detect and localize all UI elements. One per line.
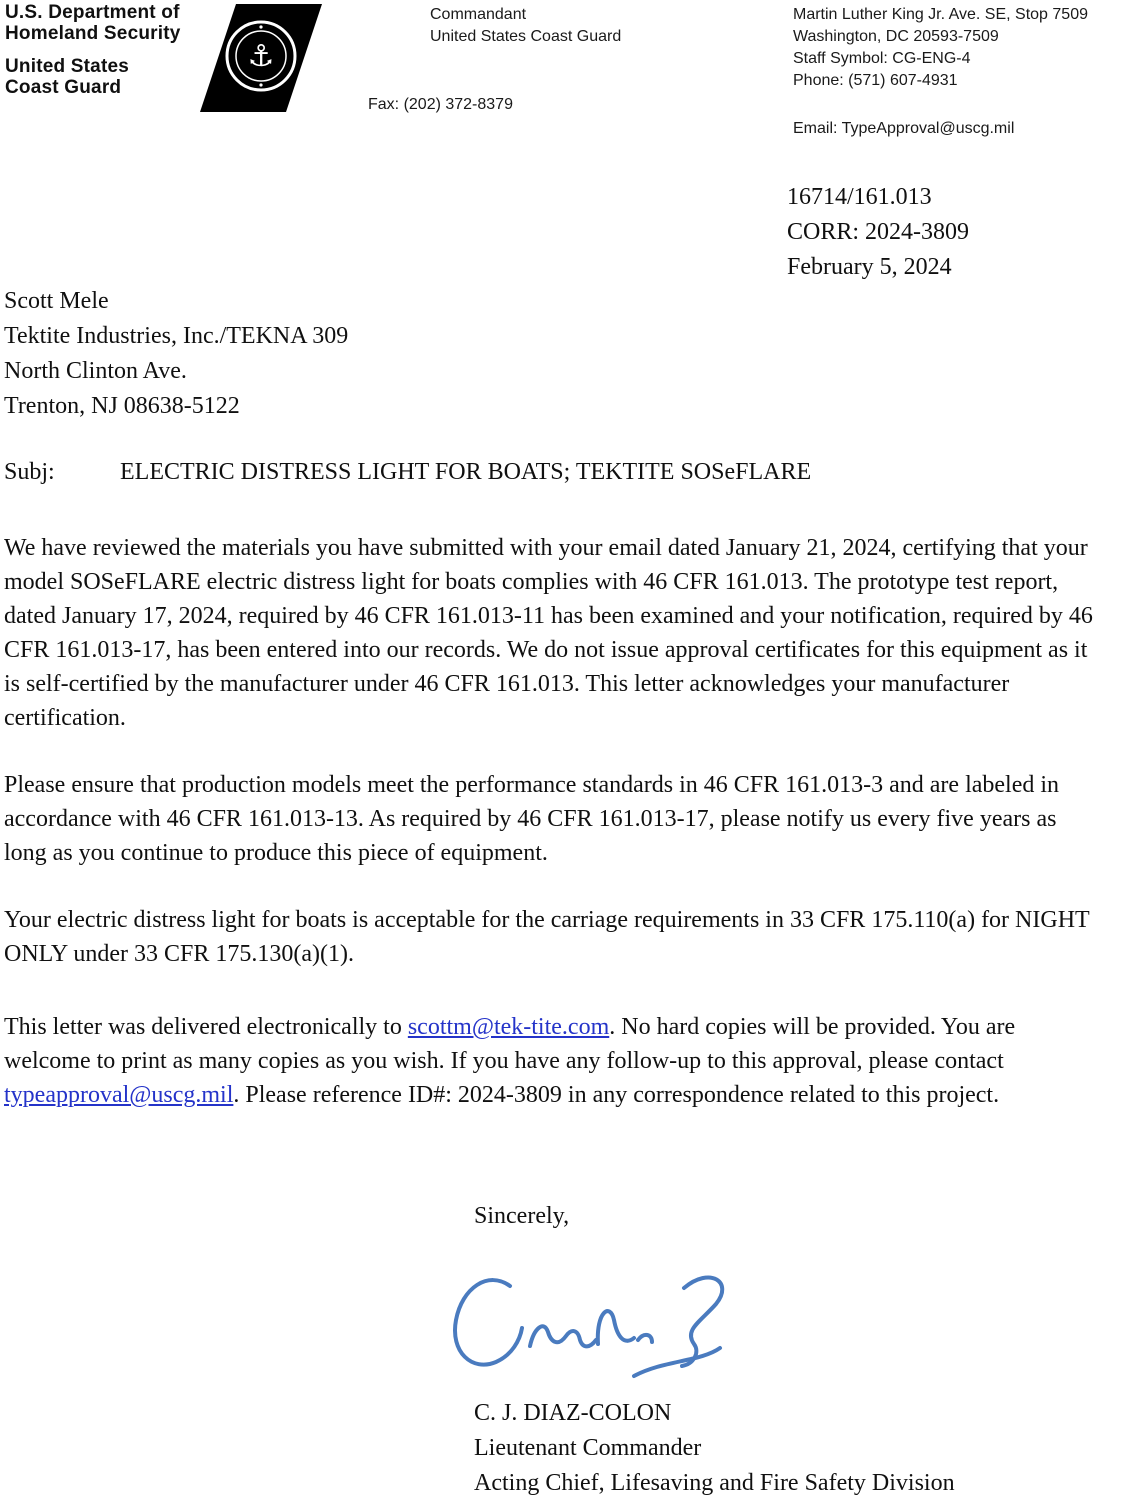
signer-title-2: Acting Chief, Lifesaving and Fire Safety Division [474, 1470, 955, 1496]
reference-block [787, 180, 969, 285]
para4-text-3: . Please reference ID#: 2024-3809 in any correspondence related to this project. [233, 1082, 1000, 1108]
address-line-4: Phone: (571) 607-4931 [793, 72, 958, 89]
address-line-3: Staff Symbol: CG-ENG-4 [793, 50, 971, 67]
para4-text-1: This letter was delivered electronically to [4, 1014, 408, 1040]
commandant-block [430, 4, 621, 48]
reference-corr: CORR: 2024-3809 [787, 219, 970, 245]
recipient-company: Tektite Industries, Inc./TEKNA 309 [4, 323, 349, 349]
commandant-line: Commandant [430, 6, 527, 23]
body-paragraph-2: Please ensure that production models meet the performance standards in 46 CFR 161.013-3 and are labeled in accordance with 46 CFR 161.013-13. As required by 46 CFR 161.013-17, please notify us every five years as long as you continue to produce this piece of equipment. [4, 772, 1060, 866]
dept-line-2: Homeland Security [5, 23, 181, 44]
email-line: Email: TypeApproval@uscg.mil [793, 120, 1015, 137]
commandant-org-line: United States Coast Guard [430, 28, 622, 45]
dept-line-4: Coast Guard [5, 77, 122, 98]
body-paragraph-3: Your electric distress light for boats is acceptable for the carriage requirements in 33 CFR 175.110(a) for NIGHT ONLY under 33 CFR 175.130(a)(1). [4, 907, 1090, 967]
closing-salutation: Sincerely, [474, 1203, 570, 1229]
dept-gap [5, 44, 181, 56]
uscg-seal-icon [200, 4, 322, 112]
uscg-seal-logo [200, 4, 322, 112]
signer-name: C. J. DIAZ-COLON [474, 1400, 672, 1426]
reference-date: February 5, 2024 [787, 254, 952, 280]
recipient-block [4, 284, 348, 424]
dept-line-1: U.S. Department of [5, 2, 180, 23]
subject-line [4, 459, 811, 486]
recipient-city: Trenton, NJ 08638-5122 [4, 393, 240, 419]
signature-icon [438, 1248, 743, 1398]
body-paragraph-4 [4, 1010, 1104, 1112]
subject-label: Subj: [4, 459, 55, 485]
department-identity [5, 2, 181, 98]
recipient-email-link[interactable]: scottm@tek-tite.com [407, 1014, 610, 1040]
para4-text-2: . No hard copies will be provided. You are welcome to print as many copies as you wish. If you have any follow-up to this approval, please contact [4, 1014, 1016, 1074]
reference-serial: 16714/161.013 [787, 184, 932, 210]
signer-title-1: Lieutenant Commander [474, 1435, 702, 1461]
fax-line: Fax: (202) 372-8379 [368, 96, 513, 113]
signature-block [474, 1396, 955, 1500]
signature [438, 1248, 743, 1398]
recipient-street: North Clinton Ave. [4, 358, 187, 384]
dept-line-3: United States [5, 56, 130, 77]
subject-text: ELECTRIC DISTRESS LIGHT FOR BOATS; TEKTITE SOSeFLARE [120, 459, 812, 485]
address-line-1: Martin Luther King Jr. Ave. SE, Stop 7509 [793, 6, 1088, 23]
typeapproval-email-link[interactable]: typeapproval@uscg.mil [4, 1082, 234, 1108]
hq-address-block [793, 4, 1088, 92]
recipient-name: Scott Mele [4, 288, 109, 314]
address-line-2: Washington, DC 20593-7509 [793, 28, 999, 45]
svg-text:⚓: ⚓ [247, 39, 275, 74]
body-paragraph-1: We have reviewed the materials you have submitted with your email dated January 21, 2024, certifying that your model SOSeFLARE electric distress light for boats complies with 46 CFR 161.013. The prototype test report, dated January 17, 2024, required by 46 CFR 161.013-11 has been examined and your notification, required by 46 CFR 161.013-17, has been entered into our records. We do not issue approval certificates for this equipment as it is self-certified by the manufacturer under 46 CFR 161.013. This letter acknowledges your manufacturer certification. [4, 535, 1093, 731]
